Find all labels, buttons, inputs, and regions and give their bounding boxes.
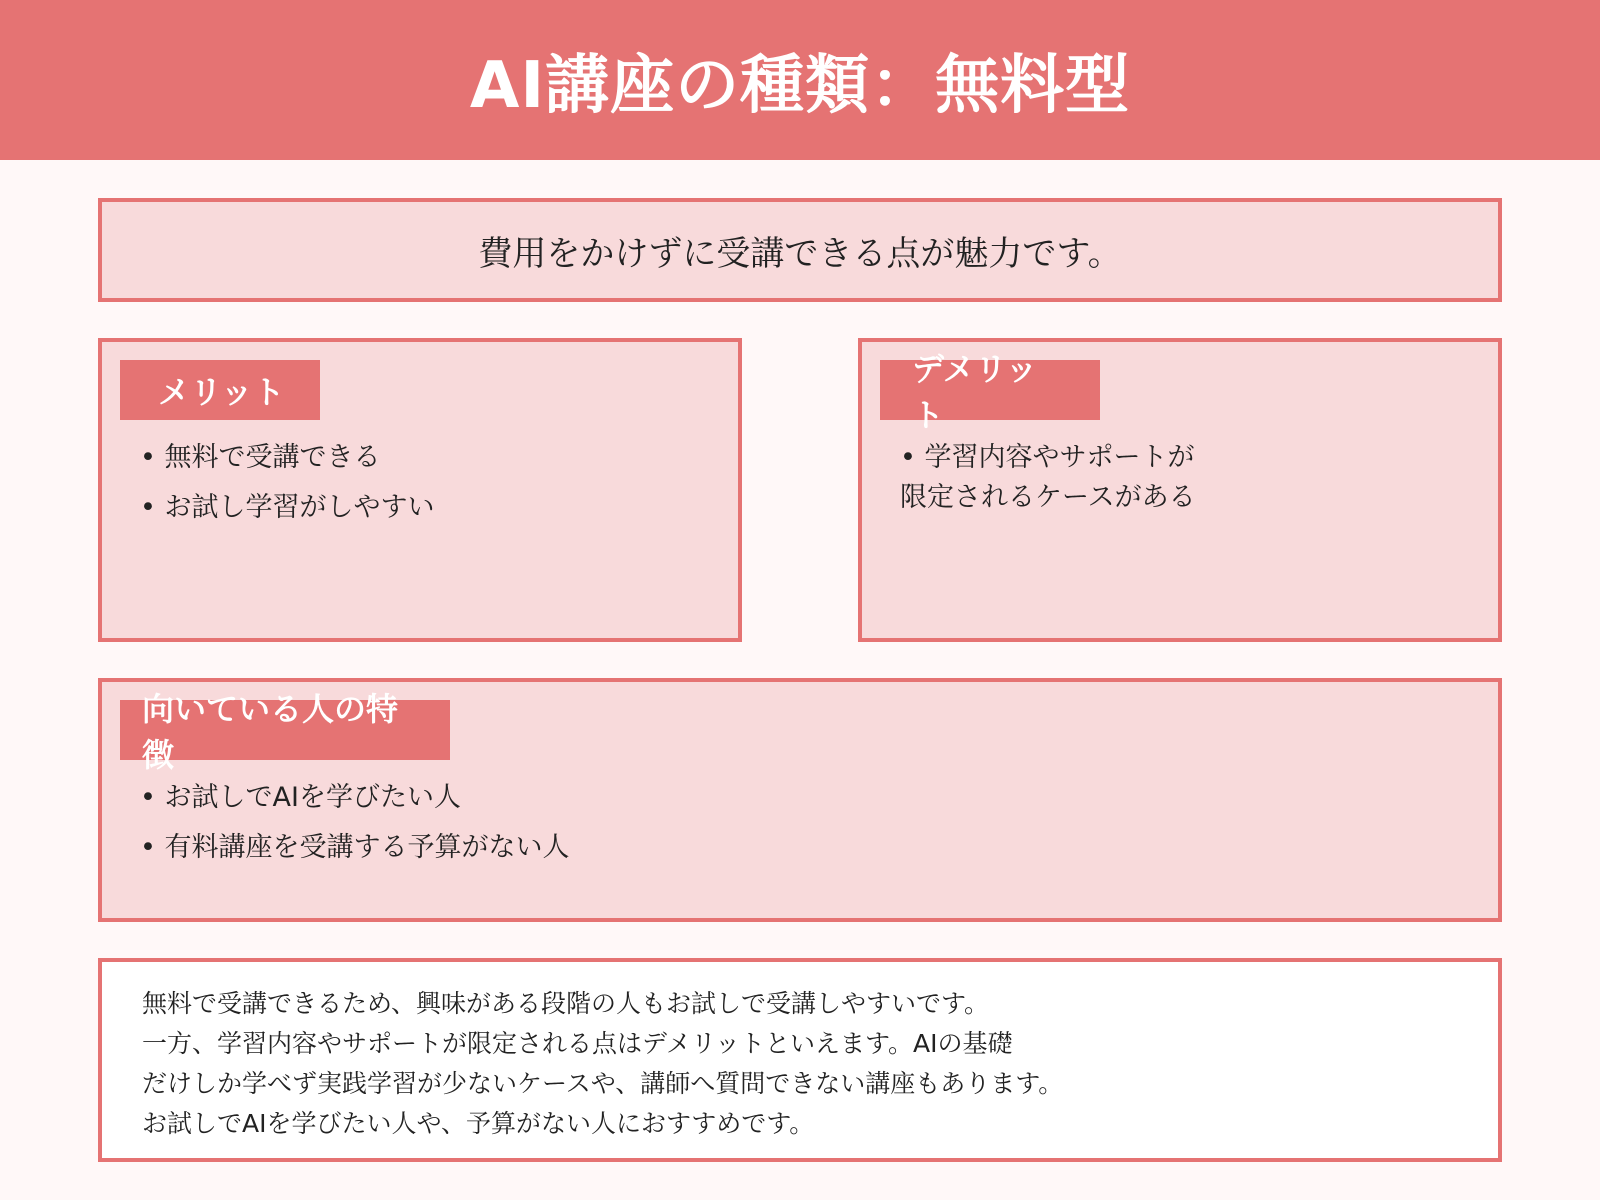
list-item: • お試しでAIを学びたい人 xyxy=(140,782,461,813)
list-item: • お試し学習がしやすい xyxy=(140,492,435,523)
merit-label: メリット xyxy=(120,360,320,420)
demerit-label: デメリット xyxy=(880,360,1100,420)
note-line: 無料で受講できるため、興味がある段階の人もお試しで受講しやすいです。 xyxy=(142,989,990,1018)
header-banner xyxy=(0,0,1600,160)
page-title: AI講座の種類：無料型 xyxy=(469,49,1131,123)
traits-list xyxy=(140,778,570,878)
traits-panel xyxy=(98,678,1502,922)
note-line: お試しでAIを学びたい人や、予算がない人におすすめです。 xyxy=(142,1109,815,1138)
note-line: だけしか学べず実践学習が少ないケースや、講師へ質問できない講座もあります。 xyxy=(142,1069,1064,1098)
list-item: • 無料で受講できる xyxy=(140,442,381,473)
summary-box xyxy=(98,198,1502,302)
list-item: • 有料講座を受講する予算がない人 xyxy=(140,832,570,863)
summary-text: 費用をかけずに受講できる点が魅力です。 xyxy=(478,233,1122,274)
traits-label: 向いている人の特徴 xyxy=(120,700,450,760)
demerit-panel xyxy=(858,338,1502,642)
note-box xyxy=(98,958,1502,1162)
demerit-list xyxy=(900,438,1196,528)
list-item: • 学習内容やサポートが 限定されるケースがある xyxy=(900,442,1196,513)
merit-panel xyxy=(98,338,742,642)
merit-list xyxy=(140,438,435,538)
note-line: 一方、学習内容やサポートが限定される点はデメリットといえます。AIの基礎 xyxy=(142,1029,1013,1058)
